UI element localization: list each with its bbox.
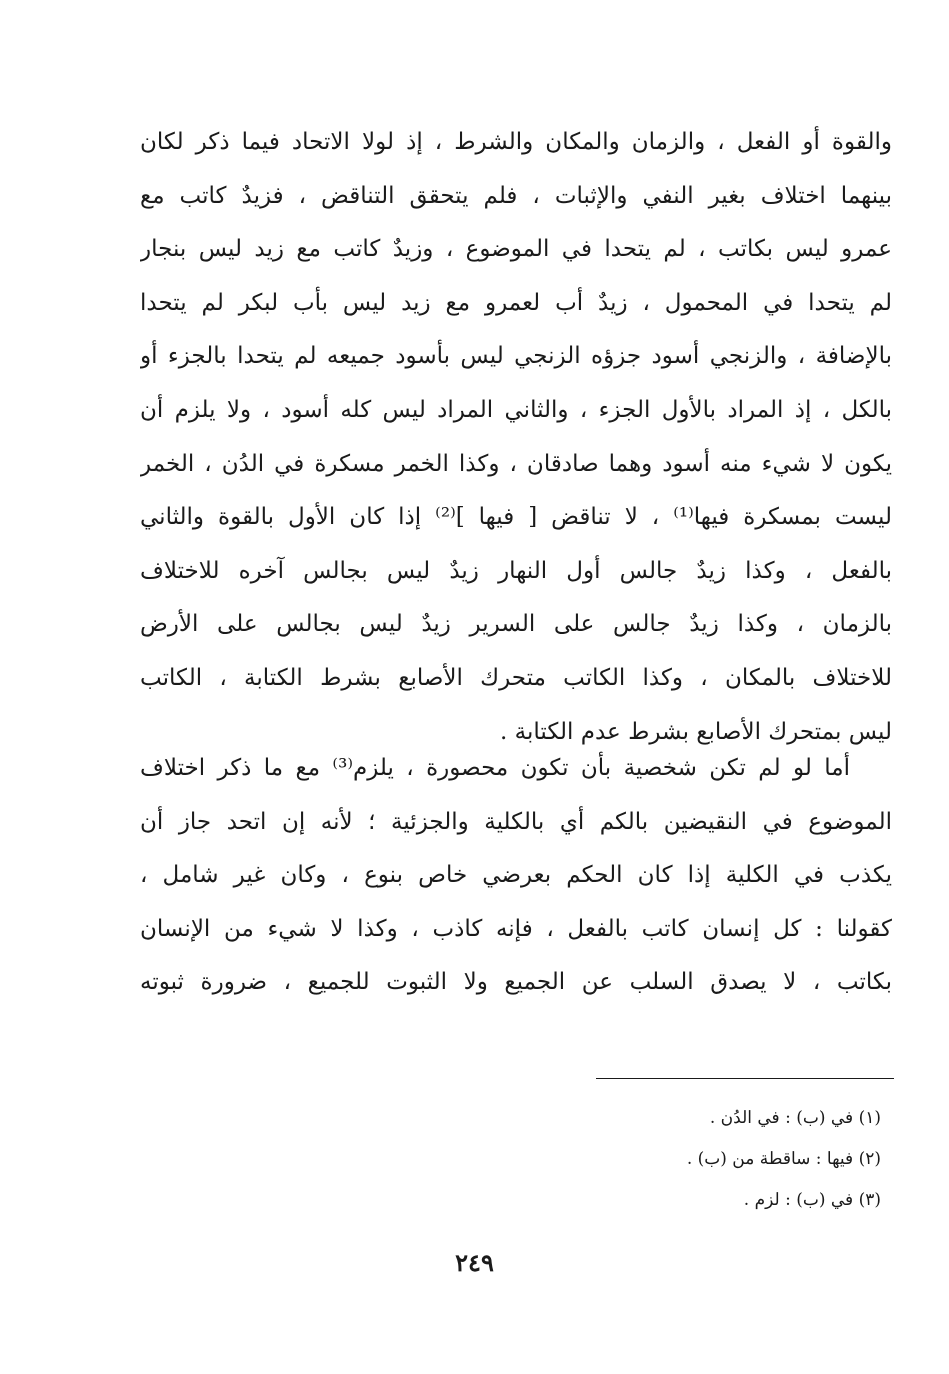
text-line: بالكل ، إذ المراد بالأول الجزء ، والثاني المراد ليس كله أسود ، ولا يلزم أن <box>140 396 892 423</box>
page-number: ٢٤٩ <box>455 1248 494 1277</box>
text-line: والقوة أو الفعل ، والزمان والمكان والشرط ، إذ لولا الاتحاد فيما ذكر لكان <box>140 129 892 155</box>
text-line: الموضوع في النقيضين بالكم أي بالكلية والجزئية ؛ لأنه إن اتحد جاز أن <box>140 808 892 835</box>
text-line: يكذب في الكلية إذا كان الحكم بعرضي خاص بنوع ، وكان غير شامل ، <box>140 862 892 889</box>
footnote-3: (٣) في (ب) : لزم . <box>743 1190 881 1210</box>
text-line: يكون لا شيء منه أسود وهما صادقان ، وكذا الخمر مسكرة في الدُن ، الخمر <box>140 450 892 477</box>
footnote-1: (١) في (ب) : في الدُن . <box>709 1108 881 1128</box>
text-line: ليست بمسكرة فيها⁽¹⁾ ، لا تناقض [ فيها ]⁽²⁾ إذا كان الأول بالقوة والثاني <box>140 504 892 531</box>
paragraph-1 <box>140 116 892 759</box>
text-line: أما لو لم تكن شخصية بأن تكون محصورة ، يلزم⁽³⁾ مع ما ذكر اختلاف <box>140 755 850 781</box>
paragraph-2 <box>140 742 892 1010</box>
text-line: بينهما اختلاف بغير النفي والإثبات ، فلم يتحقق التناقض ، فزيدٌ كاتب مع <box>140 182 892 209</box>
footnotes <box>461 1098 881 1221</box>
text-line: بالإضافة ، والزنجي أسود جزؤه الزنجي ليس بأسود جميعه لم يتحدا بالجزء أو <box>140 343 892 370</box>
text-line: كقولنا : كل إنسان كاتب بالفعل ، فإنه كاذب ، وكذا لا شيء من الإنسان <box>140 915 892 942</box>
text-line: بالزمان ، وكذا زيدٌ جالس على السرير زيدٌ ليس بجالس على الأرض <box>140 611 892 638</box>
text-line: بالفعل ، وكذا زيدٌ جالس أول النهار زيدٌ ليس بجالس آخره للاختلاف <box>140 557 892 584</box>
footnote-separator <box>596 1078 894 1079</box>
text-line: للاختلاف بالمكان ، وكذا الكاتب متحرك الأصابع بشرط الكتابة ، الكاتب <box>140 664 892 691</box>
text-line: ليس بمتحرك الأصابع بشرط عدم الكتابة . <box>500 718 892 745</box>
text-line: عمرو ليس بكاتب ، لم يتحدا في الموضوع ، وزيدٌ كاتب مع زيد ليس بنجار <box>140 236 892 263</box>
footnote-2: (٢) فيها : ساقطة من (ب) . <box>686 1149 881 1169</box>
text-line: لم يتحدا في المحمول ، زيدٌ أب لعمرو مع زيد ليس بأب لبكر لم يتحدا <box>140 289 892 316</box>
text-line: بكاتب ، لا يصدق السلب عن الجميع ولا الثبوت للجميع ، ضرورة ثبوته <box>140 969 892 996</box>
